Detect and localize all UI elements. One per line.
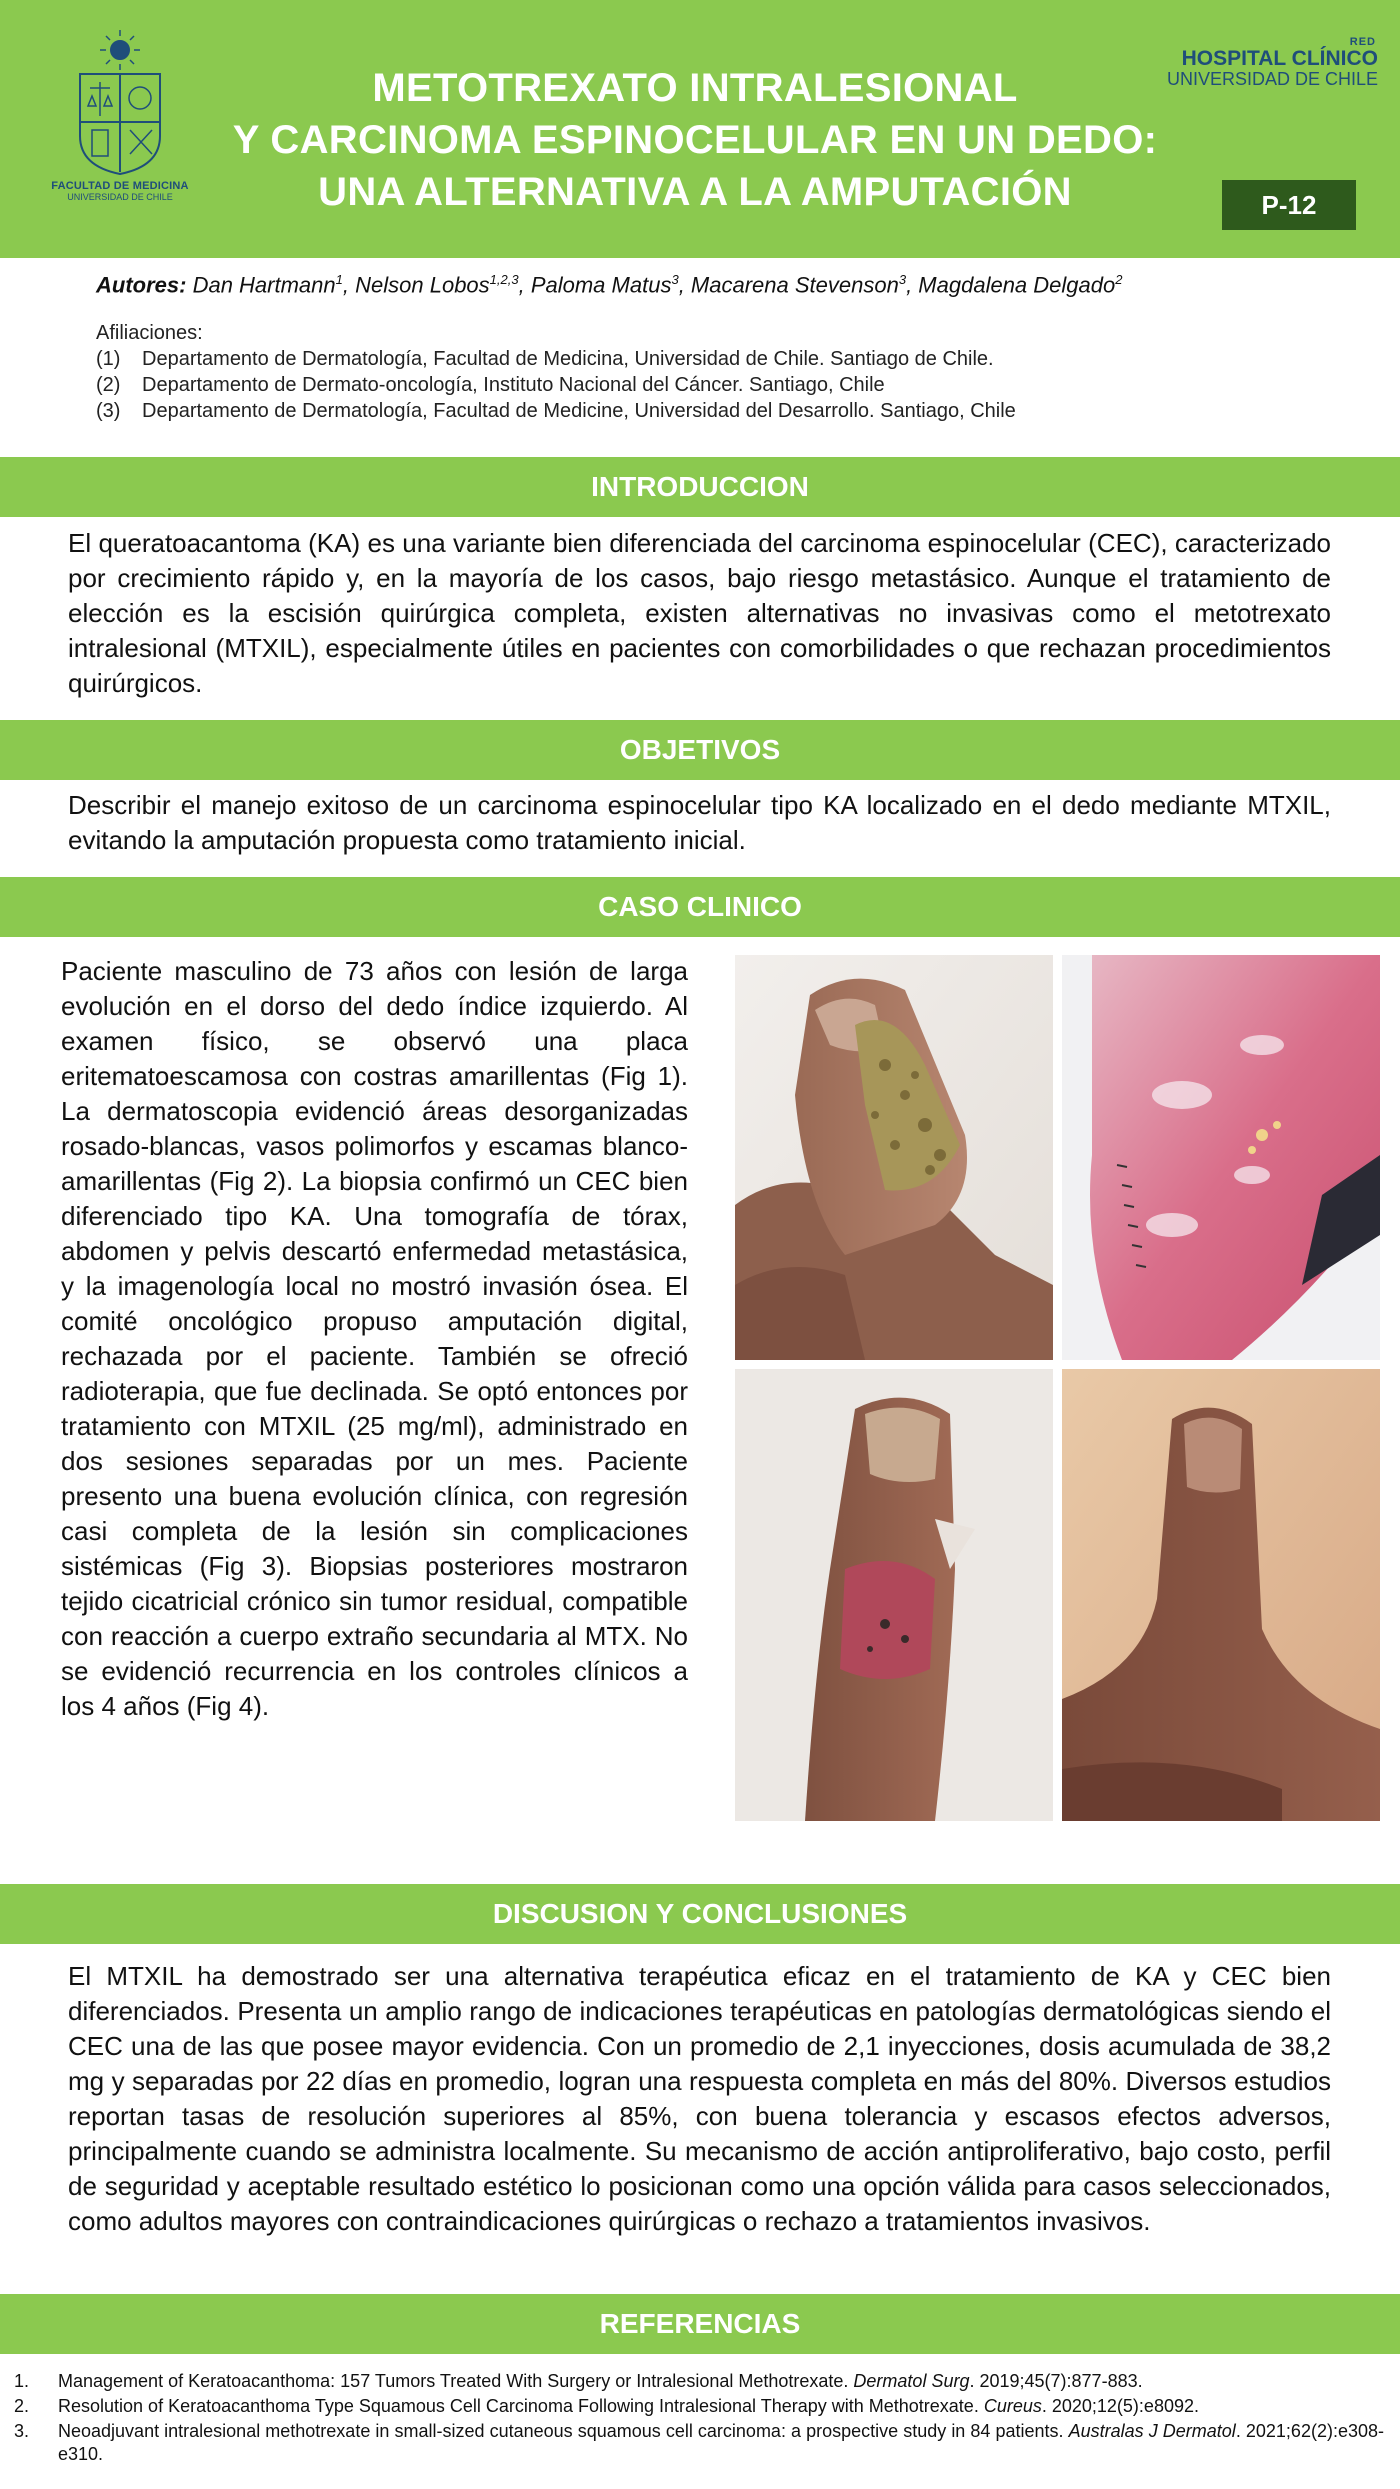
figure-4-photo — [1062, 1369, 1380, 1821]
section-heading-discusion: DISCUSION Y CONCLUSIONES — [0, 1884, 1400, 1944]
reference-item — [14, 2395, 1384, 2418]
reference-item — [14, 2420, 1384, 2466]
author-name: Dan Hartmann — [192, 272, 336, 298]
affiliation-number: (2) — [96, 374, 121, 396]
section-heading-objetivos: OBJETIVOS — [0, 720, 1400, 780]
section-heading-caso-clinico: CASO CLINICO — [0, 877, 1400, 937]
authors-label: Autores: — [96, 272, 187, 298]
finger-followup-image — [1062, 1369, 1380, 1821]
affiliation-text: Departamento de Dermato-oncología, Instituto Nacional del Cáncer. Santiago, Chile — [142, 374, 885, 396]
author-affil-sup: 1,2,3 — [489, 272, 519, 287]
reference-journal: Dermatol Surg — [853, 2371, 970, 2391]
introduccion-text: El queratoacantoma (KA) es una variante bien diferenciada del carcinoma espinocelular (CEC), caracterizado por crecimiento rápido y, en la mayoría de los casos, bajo riesgo metastásico. Aunque el tratamiento de elección es la escisión quirúrgica completa, existen alternativas no invasivas como el metotrexato intralesional (MTXIL), especialmente útiles en pacientes con comorbilidades o que rechazan procedimientos quirúrgicos. — [68, 528, 1331, 698]
reference-citation: . 2021;62(2):e308-e310. — [58, 2421, 1384, 2464]
affiliation-item — [96, 398, 1016, 424]
poster-title — [190, 62, 1200, 218]
affiliation-number: (1) — [96, 348, 121, 370]
hospital-logo-name: HOSPITAL CLÍNICO — [1181, 47, 1378, 70]
affiliations-label: Afiliaciones: — [96, 322, 203, 344]
dermoscopy-image — [1062, 955, 1380, 1360]
finger-lesion-image — [735, 955, 1053, 1360]
title-line-1: METOTREXATO INTRALESIONAL — [372, 66, 1018, 110]
objetivos-text: Describir el manejo exitoso de un carcinoma espinocelular tipo KA localizado en el dedo mediante MTXIL, evitando la amputación propuesta como tratamiento inicial. — [68, 790, 1331, 855]
author-affil-sup: 3 — [671, 272, 679, 287]
caso-clinico-text: Paciente masculino de 73 años con lesión de larga evolución en el dorso del dedo índice izquierdo. Al examen físico, se observó una placa eritematoescamosa con costras amarillentas (Fig 1). La dermatoscopia evidenció áreas desorganizadas rosado-blancas, vasos polimorfos y escamas blanco-amarillentas (Fig 2). La biopsia confirmó un CEC bien diferenciado tipo KA. Una tomografía de tórax, abdomen y pelvis descartó enfermedad metastásica, y la imagenología local no mostró invasión ósea. El comité oncológico propuso amputación digital, rechazada por el paciente. También se ofreció radioterapia, que fue declinada. Se optó entonces por tratamiento con MTXIL (25 mg/ml), administrado en dos sesiones separadas por un mes. Paciente presento una buena evolución clínica, con regresión casi completa de la lesión sin complicaciones sistémicas (Fig 3). Biopsias posteriores mostraron tejido cicatricial crónico sin tumor residual, compatible con reacción a cuerpo extraño secundaria al MTX. No se evidenció recurrencia en los controles clínicos a los 4 años (Fig 4). — [61, 956, 688, 1721]
figure-1-photo — [735, 955, 1053, 1360]
reference-title: Management of Keratoacanthoma: 157 Tumors Treated With Surgery or Intralesional Methotrexate. — [58, 2371, 854, 2391]
reference-citation: . 2019;45(7):877-883. — [969, 2371, 1143, 2391]
reference-title: Resolution of Keratoacanthoma Type Squamous Cell Carcinoma Following Intralesional Therapy with Methotrexate. — [58, 2396, 984, 2416]
author-name: Nelson Lobos — [355, 272, 490, 298]
section-heading-referencias: REFERENCIAS — [0, 2294, 1400, 2354]
reference-title: Neoadjuvant intralesional methotrexate in small-sized cutaneous squamous cell carcinoma: a prospective study in 84 patients. — [58, 2421, 1069, 2441]
discusion-text: El MTXIL ha demostrado ser una alternativa terapéutica eficaz en el tratamiento de KA y CEC bien diferenciados. Presenta un amplio rango de indicaciones terapéuticas en patologías dermatológicas siendo el CEC una de las que posee mayor evidencia. Con un promedio de 2,1 inyecciones, dosis acumulada de 38,2 mg y separadas por 22 días en promedio, logran una respuesta completa en más del 80%. Diversos estudios reportan tasas de resolución superiores al 85%, con buena tolerancia y escasos efectos adversos, principalmente cuando se administra localmente. Su mecanismo de acción antiproliferativo, bajo costo, perfil de seguridad y aceptable resultado estético lo posicionan como una opción válida para casos seleccionados, como adultos mayores con contraindicaciones quirúrgicas o rechazo a tratamientos invasivos. — [68, 1961, 1331, 2236]
authors-line: Autores: Dan Hartmann$^1$, Nelson Lobos$^{1,2,3}$, Paloma Matus$^3$, Macarena Stevenson$^3$, Magdalena Delgado$^2$ — [96, 272, 1123, 298]
faculty-logo-line2: UNIVERSIDAD DE CHILE — [67, 192, 173, 202]
reference-number: 1. — [14, 2371, 30, 2391]
finger-healing-image — [735, 1369, 1053, 1821]
author-affil-sup: 1 — [335, 272, 343, 287]
affiliation-item — [96, 346, 1016, 372]
affiliation-item — [96, 372, 1016, 398]
author-name: Magdalena Delgado — [918, 272, 1116, 298]
reference-citation: . 2020;12(5):e8092. — [1041, 2396, 1199, 2416]
faculty-logo — [50, 26, 190, 231]
affiliation-text: Departamento de Dermatología, Facultad de Medicine, Universidad del Desarrollo. Santiago, Chile — [142, 400, 1016, 422]
affiliation-number: (3) — [96, 400, 121, 422]
author-name: Macarena Stevenson — [690, 272, 899, 298]
reference-journal: Australas J Dermatol — [1068, 2421, 1236, 2441]
reference-journal: Cureus — [983, 2396, 1042, 2416]
section-heading-introduccion: INTRODUCCION — [0, 457, 1400, 517]
affiliation-text: Departamento de Dermatología, Facultad de Medicina, Universidad de Chile. Santiago de Chile. — [142, 348, 994, 370]
poster-header — [0, 0, 1400, 258]
university-seal-icon — [72, 26, 168, 176]
figure-2-dermoscopy — [1062, 955, 1380, 1360]
hospital-logo — [1163, 36, 1378, 89]
hospital-logo-university: UNIVERSIDAD DE CHILE — [1166, 69, 1378, 89]
hospital-logo-red: RED — [1349, 36, 1376, 48]
references-list — [14, 2370, 1384, 2468]
author-name: Paloma Matus — [530, 272, 672, 298]
reference-number: 2. — [14, 2396, 30, 2416]
poster-code-badge: P-12 — [1222, 180, 1356, 230]
reference-item — [14, 2370, 1384, 2393]
author-affil-sup: 3 — [898, 272, 907, 287]
title-line-3: UNA ALTERNATIVA A LA AMPUTACIÓN — [318, 170, 1072, 214]
affiliations — [96, 320, 1016, 424]
faculty-logo-line1: FACULTAD DE MEDICINA — [51, 180, 189, 192]
title-line-2: Y CARCINOMA ESPINOCELULAR EN UN DEDO: — [232, 118, 1158, 162]
figure-3-photo — [735, 1369, 1053, 1821]
reference-number: 3. — [14, 2421, 30, 2441]
author-affil-sup: 2 — [1115, 272, 1123, 287]
